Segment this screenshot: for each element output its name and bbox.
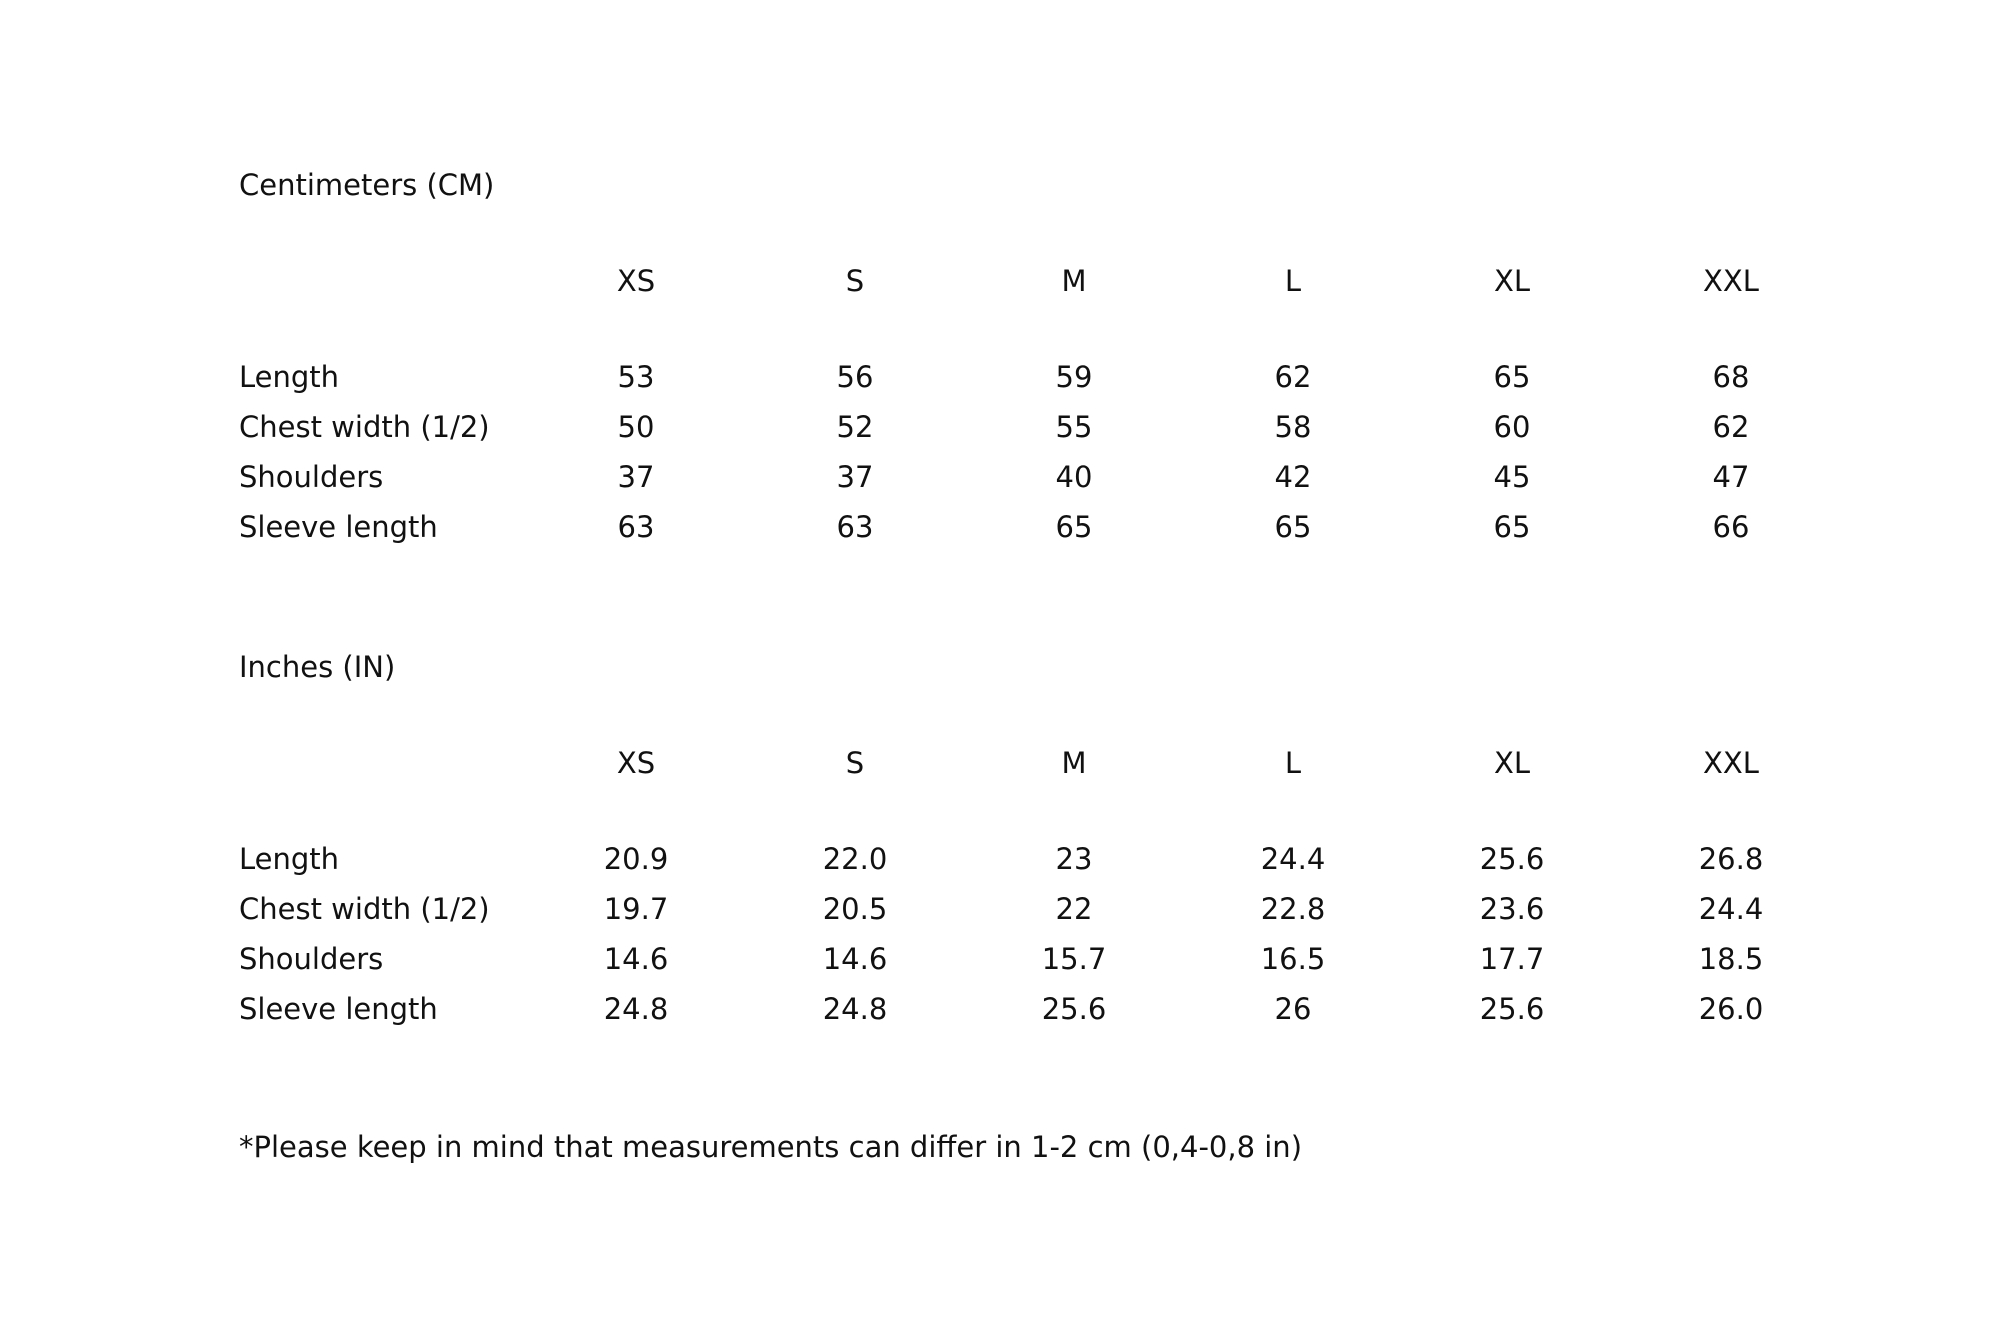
table-cell: 24.4 [1698,892,1764,926]
table-cell: 25.6 [1041,992,1107,1026]
row-label: Chest width (1/2) [239,892,490,926]
size-header-l: L [1284,746,1302,780]
table-cell: 15.7 [1041,942,1107,976]
table-cell: 14.6 [603,942,669,976]
table-cell: 16.5 [1260,942,1326,976]
table-cell: 23 [1055,842,1093,876]
table-cell: 63 [617,510,655,544]
table-cell: 20.5 [822,892,888,926]
table-cell: 60 [1493,410,1531,444]
table-cell: 18.5 [1698,942,1764,976]
table-cell: 42 [1274,460,1312,494]
table-cell: 26.8 [1698,842,1764,876]
table-cell: 50 [617,410,655,444]
row-label: Length [239,842,340,876]
table-cell: 68 [1712,360,1750,394]
table-cell: 65 [1493,360,1531,394]
table-cell: 63 [836,510,874,544]
table-cell: 24.8 [603,992,669,1026]
size-header-xl: XL [1493,746,1531,780]
size-header-s: S [845,746,865,780]
table-cell: 26 [1274,992,1312,1026]
table-cell: 59 [1055,360,1093,394]
size-header-l: L [1284,264,1302,298]
row-label: Shoulders [239,460,384,494]
table-title: Centimeters (CM) [239,168,495,202]
row-label: Sleeve length [239,510,438,544]
row-label: Sleeve length [239,992,438,1026]
size-header-m: M [1061,264,1087,298]
table-cell: 22 [1055,892,1093,926]
size-header-xs: XS [616,746,656,780]
table-cell: 24.4 [1260,842,1326,876]
size-header-m: M [1061,746,1087,780]
size-header-xs: XS [616,264,656,298]
measurement-footnote: *Please keep in mind that measurements can differ in 1-2 cm (0,4-0,8 in) [239,1130,1303,1164]
table-cell: 55 [1055,410,1093,444]
row-label: Chest width (1/2) [239,410,490,444]
table-cell: 22.0 [822,842,888,876]
table-cell: 25.6 [1479,842,1545,876]
table-cell: 53 [617,360,655,394]
table-cell: 17.7 [1479,942,1545,976]
size-header-xxl: XXL [1703,264,1759,298]
table-cell: 19.7 [603,892,669,926]
table-cell: 66 [1712,510,1750,544]
table-cell: 25.6 [1479,992,1545,1026]
table-cell: 26.0 [1698,992,1764,1026]
table-cell: 47 [1712,460,1750,494]
table-cell: 62 [1274,360,1312,394]
table-cell: 58 [1274,410,1312,444]
table-cell: 24.8 [822,992,888,1026]
row-label: Length [239,360,340,394]
size-header-xxl: XXL [1703,746,1759,780]
table-cell: 62 [1712,410,1750,444]
size-header-s: S [845,264,865,298]
table-cell: 40 [1055,460,1093,494]
table-cell: 45 [1493,460,1531,494]
table-cell: 23.6 [1479,892,1545,926]
table-cell: 14.6 [822,942,888,976]
table-cell: 65 [1055,510,1093,544]
row-label: Shoulders [239,942,384,976]
table-title: Inches (IN) [239,650,396,684]
table-cell: 22.8 [1260,892,1326,926]
table-cell: 20.9 [603,842,669,876]
table-cell: 65 [1493,510,1531,544]
table-cell: 65 [1274,510,1312,544]
table-cell: 52 [836,410,874,444]
table-cell: 37 [617,460,655,494]
table-cell: 56 [836,360,874,394]
table-cell: 37 [836,460,874,494]
size-header-xl: XL [1493,264,1531,298]
